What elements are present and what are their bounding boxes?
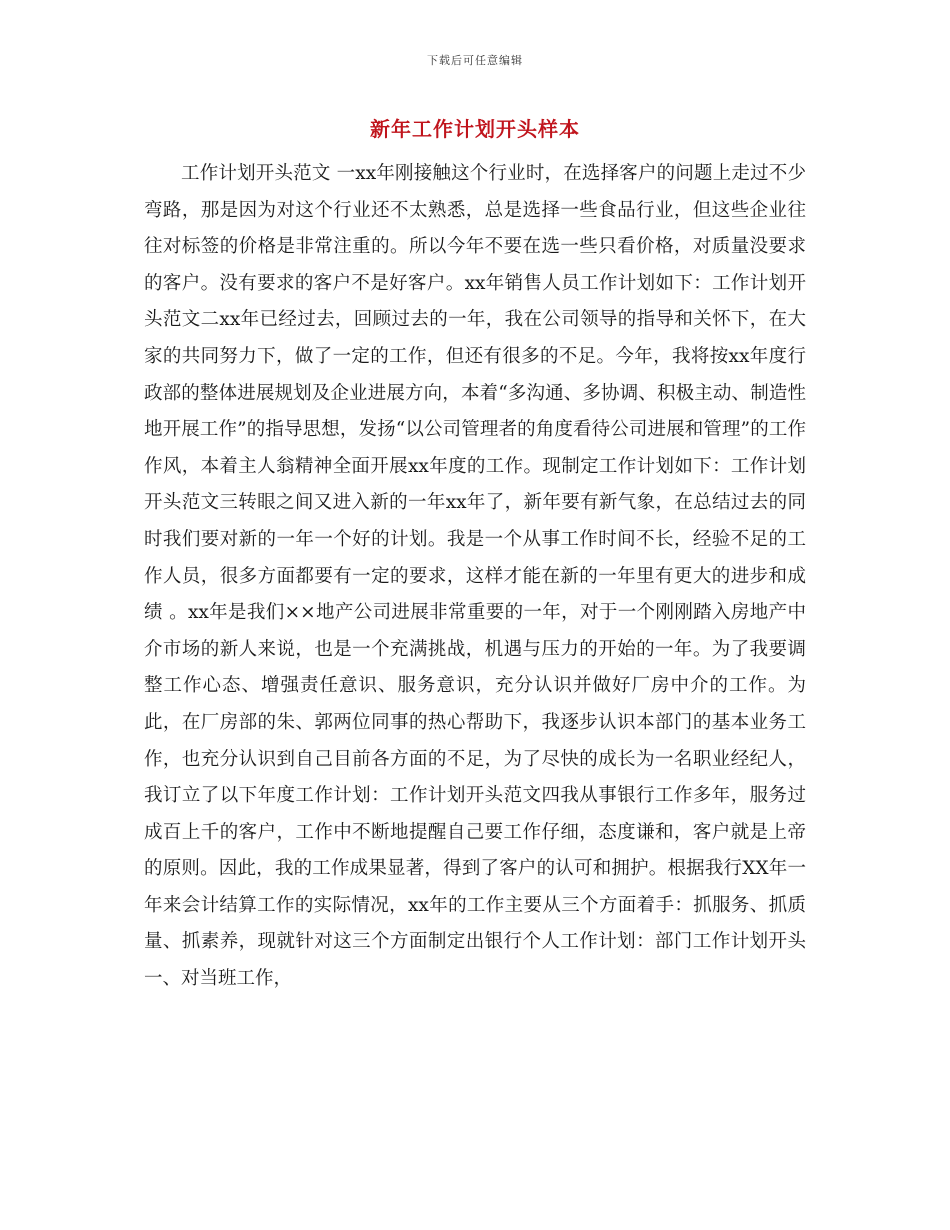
document-title: 新年工作计划开头样本 <box>370 117 580 141</box>
document-body: 工作计划开头范文 一xx年刚接触这个行业时，在选择客户的问题上走过不少弯路，那是因为对这个行业还不太熟悉，总是选择一些食品行业，但这些企业往往对标签的价格是非常注重的。所以今年不要在选一些只看价格，对质量没要求的客户。没有要求的客户不是好客户。xx年销售人员工作计划如下：工作计划开头范文二xx年已经过去，回顾过去的一年，我在公司领导的指导和关怀下，在大家的共同努力下，做了一定的工作，但还有很多的不足。今年，我将按xx年度行政部的整体进展规划及企业进展方向，本着“多沟通、多协调、积极主动、制造性地开展工作”的指导思想，发扬“以公司管理者的角度看待公司进展和管理”的工作作风，本着主人翁精神全面开展xx年度的工作。现制定工作计划如下：工作计划开头范文三转眼之间又进入新的一年xx年了，新年要有新气象，在总结过去的同时我们要对新的一年一个好的计划。我是一个从事工作时间不长，经验不足的工作人员，很多方面都要有一定的要求，这样才能在新的一年里有更大的进步和成绩 。xx年是我们××地产公司进展非常重要的一年，对于一个刚刚踏入房地产中介市场的新人来说，也是一个充满挑战，机遇与压力的开始的一年。为了我要调整工作心态、增强责任意识、服务意识，充分认识并做好厂房中介的工作。为此，在厂房部的朱、郭两位同事的热心帮助下，我逐步认识本部门的基本业务工作，也充分认识到自己目前各方面的不足，为了尽快的成长为一名职业经纪人，我订立了以下年度工作计划：工作计划开头范文四我从事银行工作多年，服务过成百上千的客户，工作中不断地提醒自己要工作仔细，态度谦和，客户就是上帝的原则。因此，我的工作成果显著，得到了客户的认可和拥护。根据我行XX年一年来会计结算工作的实际情况，xx年的工作主要从三个方面着手：抓服务、抓质量、抓素养，现就针对这三个方面制定出银行个人工作计划：部门工作计划开头一、对当班工作， <box>144 163 806 990</box>
page-header: 下载后可任意编辑 <box>427 54 523 67</box>
